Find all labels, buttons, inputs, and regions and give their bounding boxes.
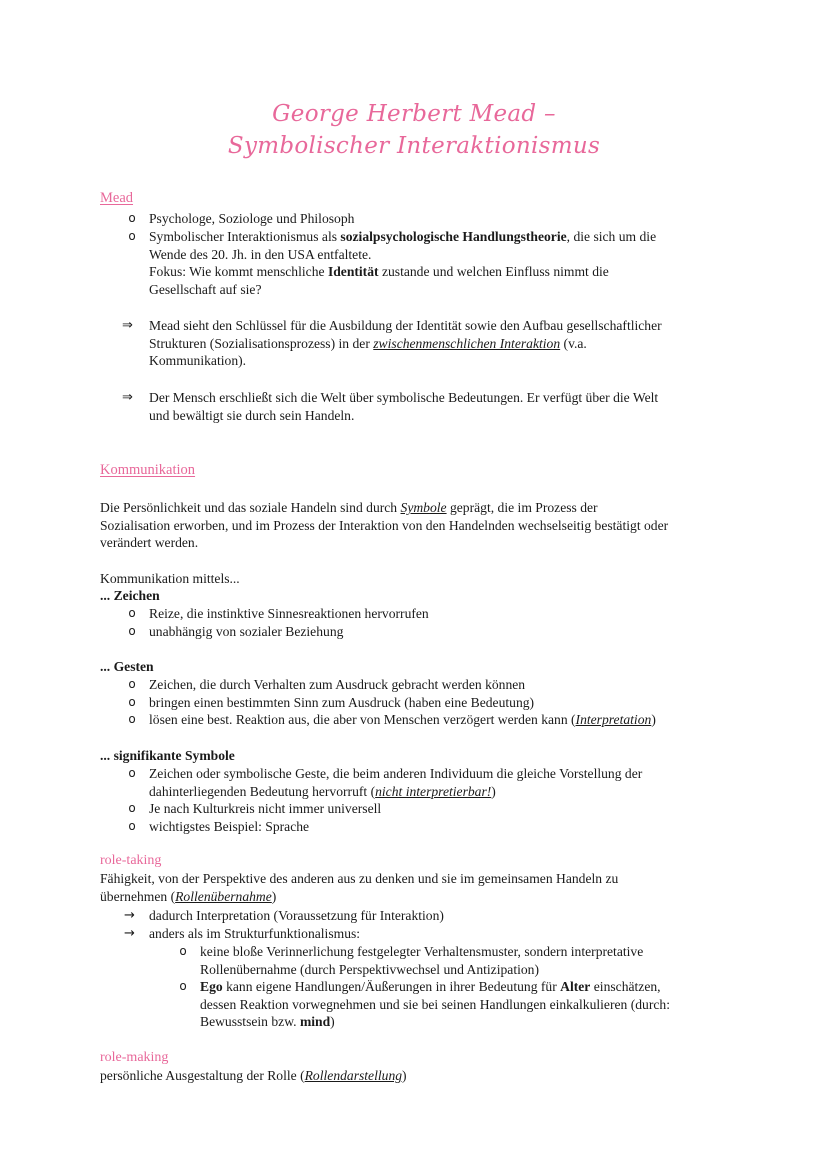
- sub-item-2-line-3-pre: Bewusstsein bzw.: [200, 1014, 300, 1029]
- list-item-text: dahinterliegenden Bedeutung hervorruft (: [149, 783, 376, 799]
- role-making-definition: [100, 1067, 700, 1085]
- fokus-pre: Fokus: Wie kommt menschliche: [149, 264, 328, 279]
- sub-item-1-line-1: keine bloße Verinnerlichung festgelegter Verhaltensmuster, sondern interpretative: [200, 944, 644, 959]
- fokus-bold: Identität: [327, 264, 379, 279]
- arrow-1-line-3: Kommunikation).: [149, 353, 247, 368]
- arrow-2-line-2: und bewältigt sie durch sein Handeln.: [149, 407, 355, 423]
- symbole-list: [128, 765, 769, 835]
- arrow-1-line-2-pre: Strukturen (Sozialisationsprozess) in der: [149, 335, 374, 351]
- role-taking-line-2-pre: übernehmen (: [100, 888, 176, 904]
- role-taking-arrow-2-text: anders als im Strukturfunktionalismus:: [149, 926, 361, 941]
- title-line-1: George Herbert Mead –: [272, 101, 556, 127]
- list-item-text: lösen eine best. Reaktion aus, die aber von Menschen verzögert werden kann (: [149, 712, 576, 727]
- circle-bullet-icon: o: [179, 944, 187, 958]
- nicht-interpretierbar-term: nicht interpretierbar!: [375, 783, 492, 799]
- list-item: [128, 818, 769, 836]
- mead-bullet-2-bold: sozialpsychologische Handlungstheorie: [340, 229, 567, 244]
- kommunikation-mittels: Kommunikation mittels...: [100, 571, 240, 586]
- right-arrow-icon: →: [124, 926, 135, 941]
- list-item-text: bringen einen bestimmten Sinn zum Ausdruck (haben eine Bedeutung): [149, 694, 535, 710]
- list-item-text-post: ): [651, 712, 656, 727]
- para-line-1-post: geprägt, die im Prozess der: [446, 500, 598, 515]
- interpretation-term: Interpretation: [575, 712, 652, 727]
- circle-bullet-icon: o: [128, 694, 136, 709]
- mead-arrow-point-2: [122, 389, 789, 424]
- mind-term: mind: [299, 1014, 331, 1029]
- sub-item-2-line-1-post: einschätzen,: [590, 979, 661, 994]
- list-item: [128, 676, 769, 694]
- mead-bullet-2: [128, 228, 769, 298]
- list-item: [128, 765, 769, 783]
- list-item: [179, 978, 760, 1031]
- kommunikation-paragraph: [100, 499, 750, 552]
- circle-bullet-icon: o: [128, 766, 136, 780]
- circle-bullet-icon: o: [128, 801, 136, 815]
- rollenuebernahme-term: Rollenübernahme: [175, 888, 272, 904]
- mead-bullet-1-text: Psychologe, Soziologe und Philosoph: [149, 211, 355, 226]
- arrow-1-line-1: Mead sieht den Schlüssel für die Ausbildung der Identität sowie den Aufbau gesellschaftlicher: [149, 318, 662, 333]
- sub-item-1-line-2: Rollenübernahme (durch Perspektivwechsel und Antizipation): [200, 961, 540, 977]
- role-taking-arrow-1-text: dadurch Interpretation (Voraussetzung für Interaktion): [149, 908, 444, 923]
- mead-bullet-2-post: , die sich um die: [566, 229, 657, 244]
- list-item-text: unabhängig von sozialer Beziehung: [149, 623, 344, 639]
- role-taking-sublist: [179, 943, 760, 1031]
- sub-item-2-line-1-mid: kann eigene Handlungen/Äußerungen in ihrer Bedeutung für: [222, 979, 561, 994]
- symbole-heading-text: ... signifikante Symbole: [100, 748, 235, 763]
- fokus-line-2: Gesellschaft auf sie?: [149, 281, 262, 297]
- list-item-text: wichtigstes Beispiel: Sprache: [149, 818, 310, 834]
- list-item-text: Je nach Kulturkreis nicht immer universell: [149, 801, 382, 816]
- circle-bullet-icon: o: [128, 606, 136, 620]
- list-item-text: Reize, die instinktive Sinnesreaktionen hervorrufen: [149, 606, 429, 621]
- circle-bullet-icon: o: [128, 211, 136, 225]
- zeichen-heading: [100, 587, 160, 605]
- title-line-2: Symbolischer Interaktionismus: [227, 133, 601, 159]
- sub-item-2-line-2: dessen Reaktion vorwegnehmen und sie bei seinen Handlungen einkalkulieren (durch:: [200, 996, 670, 1012]
- section-heading-kommunikation: Kommunikation: [100, 462, 196, 478]
- ego-term: Ego: [200, 979, 223, 994]
- role-taking-line-2-post: ): [271, 888, 277, 904]
- circle-bullet-icon: o: [128, 712, 136, 726]
- implies-arrow-icon: ⇒: [122, 318, 133, 333]
- implies-arrow-icon: ⇒: [122, 390, 133, 405]
- role-making-post: ): [402, 1068, 407, 1083]
- list-item-text-post: ): [491, 783, 496, 799]
- para-line-1-pre: Die Persönlichkeit und das soziale Handeln sind durch: [100, 500, 401, 515]
- list-item: [128, 800, 769, 818]
- role-taking-line-1: Fähigkeit, von der Perspektive des anderen aus zu denken und sie im gemeinsamen Handeln zu: [100, 871, 619, 886]
- symbole-heading: [100, 747, 235, 765]
- right-arrow-icon: →: [124, 908, 135, 923]
- list-item: [179, 943, 760, 978]
- role-making-label: role-making: [100, 1050, 169, 1065]
- list-item: [128, 605, 749, 623]
- zwischenmenschliche-interaktion-term: zwischenmenschlichen Interaktion: [373, 335, 561, 351]
- list-item: [128, 711, 769, 729]
- circle-bullet-icon: o: [128, 818, 136, 833]
- gesten-heading: [100, 658, 154, 676]
- mead-bullet-2-line-2: Wende des 20. Jh. in den USA entfaltete.: [149, 246, 372, 262]
- circle-bullet-icon: o: [179, 979, 187, 993]
- mead-bullet-1: [128, 210, 769, 228]
- arrow-1-line-2-post: (v.a.: [560, 335, 587, 351]
- sub-item-2-line-3-post: ): [330, 1014, 335, 1029]
- list-item: [128, 694, 769, 712]
- role-taking-arrow-2: [124, 925, 749, 943]
- alter-term: Alter: [560, 979, 591, 994]
- role-making-pre: persönliche Ausgestaltung der Rolle (: [100, 1068, 305, 1083]
- role-taking-label: role-taking: [100, 853, 162, 868]
- gesten-list: [128, 676, 769, 729]
- list-item-continuation: [149, 783, 769, 801]
- para-line-3: verändert werden.: [100, 535, 199, 550]
- page-title: [0, 98, 828, 162]
- arrow-2-line-1: Der Mensch erschließt sich die Welt über symbolische Bedeutungen. Er verfügt über die Welt: [149, 390, 659, 405]
- role-taking-arrow-1: [124, 907, 749, 925]
- circle-bullet-icon: o: [128, 229, 136, 243]
- zeichen-heading-text: ... Zeichen: [100, 588, 160, 603]
- mead-arrow-point-1: [122, 317, 789, 370]
- symbole-term: Symbole: [400, 500, 447, 515]
- para-line-2: Sozialisation erworben, und im Prozess der Interaktion von den Handelnden wechselseitig bestätigt oder: [100, 517, 669, 533]
- list-item-text: Zeichen, die durch Verhalten zum Ausdruck gebracht werden können: [149, 677, 526, 692]
- mead-bullet-2-pre: Symbolischer Interaktionismus als: [149, 229, 341, 244]
- zeichen-list: [128, 605, 749, 640]
- list-item-text: Zeichen oder symbolische Geste, die beim anderen Individuum die gleiche Vorstellung der: [149, 766, 643, 781]
- circle-bullet-icon: o: [128, 677, 136, 691]
- gesten-heading-text: ... Gesten: [100, 659, 154, 674]
- role-taking-definition: [100, 870, 760, 905]
- fokus-post: zustande und welchen Einfluss nimmt die: [378, 264, 609, 279]
- section-heading-mead: Mead: [100, 190, 134, 206]
- rollendarstellung-term: Rollendarstellung: [304, 1068, 403, 1083]
- list-item: [128, 623, 749, 641]
- circle-bullet-icon: o: [128, 623, 136, 638]
